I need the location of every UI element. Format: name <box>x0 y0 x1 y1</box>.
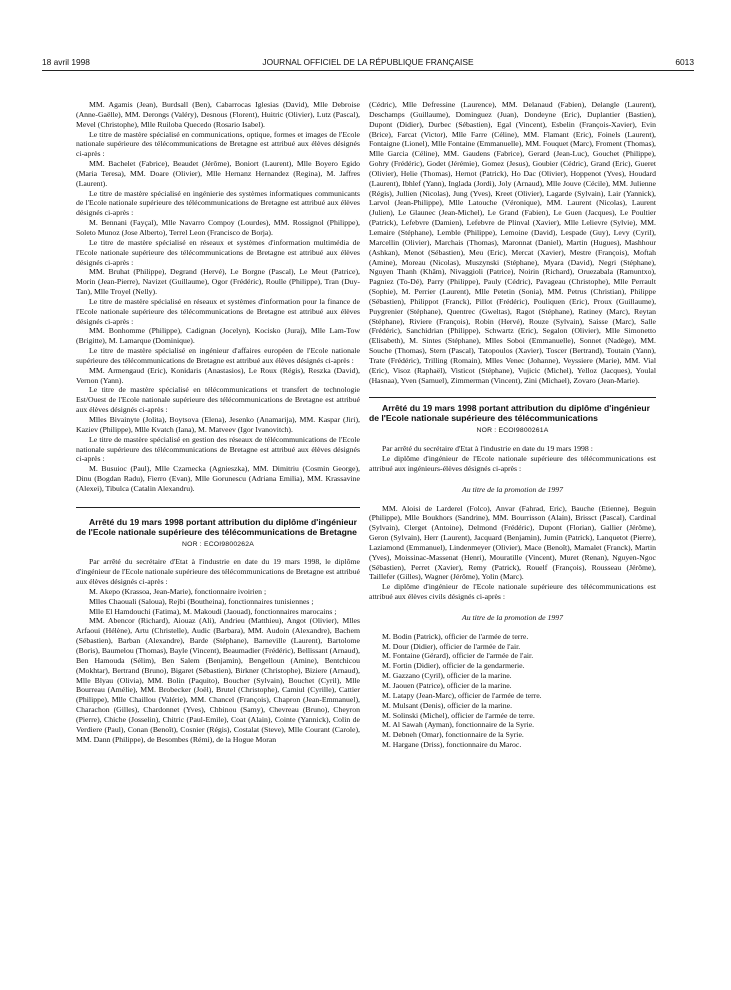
decree-body <box>76 557 360 744</box>
paragraph: (Cédric), Mlle Defressine (Laurence), MM. Delanaud (Fabien), Delangle (Laurent), Deschamps (Guillaume), Dominguez (Juan), Dondeyne (Eric), Duplantier (Bastien), Dupont (Didier), Durbec (Sébastien), Egal (Vincent), Esbelin (François-Xavier), Evin (Brice), Farcat (Victor), Mlle Farre (Céline), MM. Flamant (Eric), Foinels (Laurent), Fontaigne (Lionel), Mlle Fontaine (Emmanuelle), MM. Fouquet (Marc), Froment (Thomas), Mlle Garcia (Céline), MM. Gaudens (Fabrice), Gerard (Jean-Luc), Gouchet (Philippe), Gohry (Frédéric), Godet (Jérémie), Gomez (Jesus), Goubier (Cédric), Grand (Eric), Gueret (Olivier), Helie (Thomas), Hernot (Patrick), Ho Dac (Olivier), Hoppenot (Yves), Houdard (Laurent), Ibhlef (Yann), Inglada (Jordi), Joly (Arnaud), Mlle Jouve (Cécile), MM. Julienne (Régis), Jullien (Nicolas), Jung (Yves), Kreet (Olivier), Lagarde (Sylvain), Lair (Yannick), Larvol (Jean-Philippe), Mlle Latouche (Véronique), MM. Laurent (Nicolas), Laurent (Julien), Le Glaunec (Jean-Michel), Le Grand (Fabien), Le Guen (Jacques), Le Poultier (Patrick), Lefebvre (Damien), Lefebvre de Plinval (Xavier), Mlle Lelievre (Sylvie), MM. Lemaire (Stéphane), Lemble (Philippe), Lemoine (David), Lespade (Guy), Levy (Cyril), Marcellin (Olivier), Marchais (Thomas), Maronnat (Daniel), Martin (Hugues), Mashhour (Ashkan), Menot (Sébastien), Meu (Eric), Mercat (Xavier), Mestre (François), Moftah (Amine), Moreau (Nicolas), Muszynski (Stéphane), Myara (David), Negri (Stéphane), Nguyen Thanh (Khâm), Nivaggioli (Patrice), Noirin (Richard), Oruezabala (Ramuntxo), Pagniez (To-Dé), Parry (Philippe), Pauly (Cédric), Pavageau (Christophe), Mlle Perrault (Sophie), M. Perrier (Laurent), Mlle Petetin (Sonia), MM. Petrus (Christian), Philippe (Sébastien), Philippot (Franck), Pillot (Frédéric), Pouliquen (Eric), Proux (Guillaume), Puygrenier (Stéphane), Quentrec (Gweltas), Ragot (Stéphane), Ratiney (Marc), Reytan (Stéphane), Riviere (François), Robin (Hervé), Rouze (Sylvain), Saisse (Marc), Salle (Frédéric), Sanchidrian (Philippe), Schwartz (Eric), Segalon (Olivier), Mlle Simonetto (Elisabeth), M. Sintes (Stéphane), Mlles Soboi (Emmanuelle), Sonnet (Nadège), MM. Souche (Thomas), Stern (Pascal), Tatopoulos (Xavier), Toscer (Bertrand), Toutain (Yann), Trate (Frédéric), Trilling (Romain), Mlles Venec (Johanne), Veyssiere (Marie), MM. Vial (Eric), Visoz (Raphaël), Visticot (Stéphane), Vujicic (Michel), Yelloz (Jacques), Youlal (Hasnaa), Yven (Samuel), Zimmerman (Vincent), Zini (Michael), Zovaro (Jean-Marie). <box>369 100 656 385</box>
list-item: M. Debneh (Omar), fonctionnaire de la Syrie. <box>382 730 524 740</box>
paragraph: M. Busuioc (Paul), Mlle Czarnecka (Agnieszka), MM. Dimitriu (Cosmin George), Dinu (Bogdan Radu), Fierro (Evan), Mlle Gorunescu (Adriana Emilia), MM. Krassavine (Alexei), Tibulca (Catalin Alexandru). <box>76 464 360 493</box>
paragraph: Le titre de mastère spécialisé en gestion des réseaux de télécommunications de l'Ecole nationale supérieure des télécommunications de Bretagne est attribué aux élèves désignés ci-après : <box>76 434 360 464</box>
list-item: M. Hargane (Driss), fonctionnaire du Maroc. <box>382 740 522 750</box>
right-column <box>369 100 656 750</box>
promotion-heading: Au titre de la promotion de 1997 <box>461 612 564 622</box>
paragraph: Mlles Bivainyte (Jolita), Boytsova (Elena), Jesenko (Anamarija), MM. Kaspar (Jiri), Kaziev (Philippe), Mlle Kvatch (Iana), M. Matveev (Igor Ivanovitch). <box>76 415 360 434</box>
nor-reference: NOR : ECOI9800261A <box>476 427 549 435</box>
paragraph: Le titre de mastère spécialisé en réseaux et systèmes d'information pour la finance de l'Ecole nationale supérieure des télécommunications de Bretagne est attribué aux élèves désignés ci-après : <box>76 296 360 326</box>
paragraph: MM. Armengaud (Eric), Konidaris (Anastasios), Le Roux (Régis), Reszka (David), Vernon (Yann). <box>76 365 360 385</box>
section-separator <box>369 397 656 398</box>
list-item: M. Fortin (Didier), officier de la gendarmerie. <box>382 661 525 671</box>
paragraph: Par arrêté du secrétaire d'Etat à l'industrie en date du 19 mars 1998 : <box>382 444 593 454</box>
list-item: M. Fontaine (Gérard), officier de l'armée de l'air. <box>382 651 534 661</box>
decree-title: Arrêté du 19 mars 1998 portant attribution du diplôme d'ingénieur de l'Ecole nationale supérieure des télécommunications <box>369 403 651 424</box>
list-item: M. Latapy (Jean-Marc), officier de l'armée de terre. <box>382 690 542 700</box>
nor-reference: NOR : ECOI9800262A <box>182 540 254 548</box>
header-page-number: 6013 <box>675 57 694 67</box>
paragraph: Le titre de mastère spécialisé en ingénieur d'affaires européen de l'Ecole nationale supérieure des télécommunications de Bretagne est attribué aux élèves désignés ci-après : <box>76 346 360 365</box>
paragraph: Le titre de mastère spécialisé en communications, optique, formes et images de l'Ecole nationale supérieure des télécommunications de Bretagne est attribué aux élèves désignés ci-après : <box>76 129 360 159</box>
header-journal-title: JOURNAL OFFICIEL DE LA RÉPUBLIQUE FRANÇAISE <box>262 57 474 67</box>
page-header <box>42 57 694 71</box>
paragraph: Le titre de mastère spécialisé en télécommunications et transfert de technologie Est/Ouest de l'Ecole nationale supérieure des télécommunications de Bretagne est attribué aux élèves désignés ci-après : <box>76 385 360 415</box>
list-item: M. Gazzano (Cyril), officier de la marine. <box>382 671 512 681</box>
list-item: M. Solinski (Michel), officier de l'armée de terre. <box>382 710 535 720</box>
paragraph: MM. Bachelet (Fabrice), Beaudet (Jérôme), Boniort (Laurent), Mlle Boyero Egido (Maria Teresa), MM. Doare (Olivier), Mlle Hernanz Hernandez (Regina), M. Jaffres (Laurent). <box>76 159 360 188</box>
list-item: M. Bodin (Patrick), officier de l'armée de terre. <box>382 631 529 641</box>
right-paragraphs <box>369 100 656 385</box>
paragraph: MM. Aloisi de Larderel (Folco), Anvar (Fahrad, Eric), Bauche (Etienne), Beguin (Philippe), Mlle Boukhors (Sandrine), MM. Bourrisson (Alain), Brissct (Pascal), Cardinal (Sylvain), Clerget (Antoine), Delmond (Frédéric), Dupont (Florian), Gallier (Jérôme), Geron (Sylvain), Herr (Laurent), Jacquard (Benjamin), Jumin (Patrick), Lanquetot (Pierre), Laziamond (Emmanuel), Lindenmeyer (Olivier), Mace (Benoît), Mamalet (Franck), Martin (Yves), Moissinac-Massenat (Henri), Mouratille (Vincent), Muret (Renan), Nguyen-Ngoc (Sébastien), Perret (Xavier), Remy (Patrick), Rouelf (François), Rousseau (Jérôme), Taillefer (Gilles), Wagner (Jérôme), Yolin (Marc). <box>369 503 656 582</box>
decree-body <box>369 444 656 474</box>
paragraph: MM. Bruhat (Philippe), Degrand (Hervé), Le Borgne (Pascal), Le Meut (Patrice), Morin (Jean-Pierre), Navizet (Guillaume), Ogor (Frédéric), Roulle (Philippe), Tran (Duy-Tan), Mlle Troyel (Nelly). <box>76 267 360 297</box>
paragraph: M. Akepo (Krassoa, Jean-Marie), fonctionnaire ivoirien ; <box>89 586 267 596</box>
left-paragraphs <box>76 100 360 494</box>
paragraph: Le diplôme d'ingénieur de l'Ecole nationale supérieure des télécommunications est attribué aux élèves civils désignés ci-après : <box>369 582 656 602</box>
paragraph: Le titre de mastère spécialisé en ingénierie des systèmes informatiques communicants de l'Ecole nationale supérieure des télécommunications de Bretagne est attribué aux élèves désignés ci-après : <box>76 188 360 218</box>
header-date: 18 avril 1998 <box>42 57 90 67</box>
paragraph: M. Bennani (Fayçal), Mlle Navarro Compoy (Lourdes), MM. Rossignol (Philippe), Soleto Munoz (Jose Alberto), Terrel Leon (Francisco de Borja). <box>76 218 360 237</box>
paragraph: Mlle El Hamdouchi (Fatima), M. Makoudi (Jaouad), fonctionnaires marocains ; <box>89 606 337 616</box>
paragraph: Le diplôme d'ingénieur de l'Ecole nationale supérieure des télécommunications est attribué aux ingénieurs-élèves désignés ci-après : <box>369 453 656 473</box>
paragraph: MM. Agamis (Jean), Burdsall (Ben), Cabarrocas Iglesias (David), Mlle Debroise (Anne-Gaëlle), MM. Derongs (Valéry), Desnous (Florent), Huitric (Olivier), Lutz (Pascal), Mevel (Christophe), Mlle Ruiloba Quecedo (Rosario Isabel). <box>76 100 360 129</box>
decree-title: Arrêté du 19 mars 1998 portant attribution du diplôme d'ingénieur de l'Ecole nationale supérieure des télécommunications de Bretagne <box>76 516 358 537</box>
paragraph: Par arrêté du secrétaire d'Etat à l'industrie en date du 19 mars 1998, le diplôme d'ingénieur de l'Ecole nationale supérieure des télécommunications de Bretagne est attribué aux élèves désignés ci-après : <box>76 557 360 587</box>
header-rule <box>42 70 694 71</box>
list-item: M. Al Sawah (Ayman), fonctionnaire de la Syrie. <box>382 720 535 730</box>
paragraph: Mlles Chaouali (Saloua), Rejbi (Boutheina), fonctionnaires tunisiennes ; <box>89 596 314 606</box>
officer-list <box>369 632 656 750</box>
paragraph: Le titre de mastère spécialisé en réseaux et systèmes d'information multimédia de l'Ecole nationale supérieure des télécommunications de Bretagne est attribué aux élèves désignés ci-après : <box>76 237 360 267</box>
decree-body <box>369 504 656 602</box>
list-item: M. Jaouen (Patrice), officier de la marine. <box>382 681 512 690</box>
section-separator <box>76 507 360 508</box>
left-column <box>76 100 360 744</box>
list-item: M. Dour (Didier), officier de l'armée de l'air. <box>382 641 521 651</box>
paragraph: MM. Abencor (Richard), Aiouaz (Ali), Andrieu (Matthieu), Angot (Olivier), Mlles Arfaoui (Hélène), Artu (Christelle), Audic (Barbara), MM. Audoin (Alexandre), Bachem (Sébastien), Barban (Alexandre), Barde (Stéphane), Barneville (Laurent), Bartolome (Boris), Baumelou (Thomas), Bayle (Vincent), Beaumadier (Frédéric), Bellissant (Arnaud), Ben Hamouda (Sélim), Ben Salem (Benjamin), Bengelloun (Amine), Bentchicou (Mokhtar), Bertrand (Bruno), Bigaret (Sébastien), Birkner (Christophe), Biziere (Arnaud), Mlle Blyau (Olivia), MM. Bolin (Paquito), Boucher (Sylvain), Bouchet (Cyril), Mlle Bourreau (Amélie), MM. Brobecker (Joël), Brutel (Christophe), Camiul (Cyrille), Cattier (Philippe), Mlle Chaillou (Valérie), MM. Chancel (François), Chapron (Jean-Emmanuel), Charachon (Gilles), Chardonnet (Yves), Chbinou (Samy), Chevreau (Bruno), Cheyron (Pierre), Chiche (Josselin), Chitric (Paul-Emile), Coat (Alain), Cointe (Yannick), Colin de Verdiere (Paul), Conan (Benoît), Cosnier (Régis), Costalat (Steve), Mlle Courant (Carole), MM. Dann (Philippe), de Besombes (Rémi), de la Hogue Moran <box>76 616 360 744</box>
promotion-heading: Au titre de la promotion de 1997 <box>461 484 564 494</box>
list-item: M. Mulsant (Denis), officier de la marine. <box>382 700 513 710</box>
paragraph: MM. Bonhomme (Philippe), Cadignan (Jocelyn), Kocisko (Juraj), Mlle Lam-Tow (Brigitte), M. Lamarque (Dominique). <box>76 326 360 346</box>
